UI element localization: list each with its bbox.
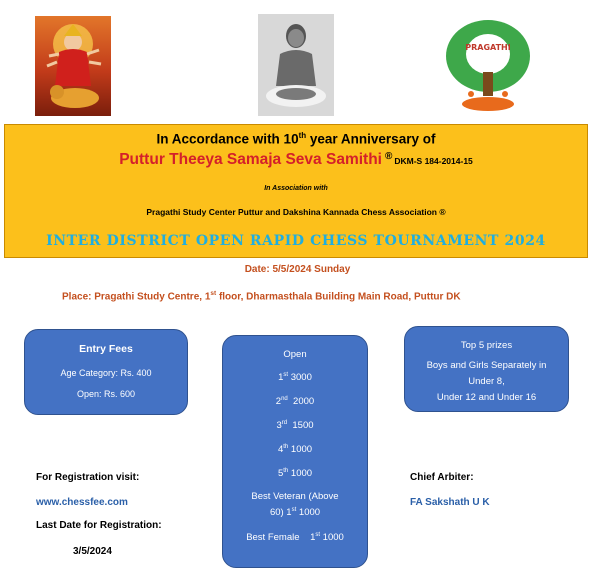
prize-4th: 4th 1000 xyxy=(277,444,313,456)
top5-under12-16: Under 12 and Under 16 xyxy=(436,392,537,403)
goddess-durga-image xyxy=(35,16,111,116)
association-line: In Association with xyxy=(264,185,328,192)
registration-link[interactable]: www.chessfee.com xyxy=(36,497,128,508)
open-prizes-title: Open xyxy=(283,349,307,360)
entry-fees-title: Entry Fees xyxy=(79,343,133,355)
event-venue: Place: Pragathi Study Centre, 1st floor, Dharmasthala Building Main Road, Puttur DK xyxy=(62,290,461,303)
pragathi-logo xyxy=(439,14,537,114)
registration-label: For Registration visit: xyxy=(36,472,140,483)
guru-portrait-image xyxy=(258,14,334,116)
top5-title: Top 5 prizes xyxy=(460,340,513,351)
prize-3rd: 3rd 1500 xyxy=(276,420,314,432)
top5-categories: Boys and Girls Separately in xyxy=(426,360,547,371)
organization-name: Puttur Theeya Samaja Seva Samithi xyxy=(119,151,382,168)
anniversary-line: In Accordance with 10th year Anniversary of xyxy=(156,131,436,147)
chief-arbiter-name: FA Sakshath U K xyxy=(410,497,490,508)
top5-prizes-box xyxy=(404,326,569,412)
best-veteran-prize: 60) 1st 1000 xyxy=(269,507,321,519)
best-female-prize: Best Female 1st 1000 xyxy=(246,532,344,544)
age-category-fee: Age Category: Rs. 400 xyxy=(60,368,152,378)
prize-2nd: 2nd 2000 xyxy=(275,396,315,408)
event-date: Date: 5/5/2024 Sunday xyxy=(244,264,351,275)
header-banner xyxy=(4,124,588,258)
prize-1st: 1st 3000 xyxy=(278,372,312,384)
registration-number: DKM-S 184-2014-15 xyxy=(394,156,473,166)
chief-arbiter-label: Chief Arbiter: xyxy=(410,472,474,483)
open-prizes-box xyxy=(222,335,368,568)
entry-fees-box xyxy=(24,329,188,415)
tournament-title: INTER DISTRICT OPEN RAPID CHESS TOURNAMENT 2024 xyxy=(46,233,546,249)
svg-text:PRAGATHI: PRAGATHI xyxy=(465,43,511,52)
top5-under8: Under 8, xyxy=(468,376,505,387)
best-veteran-label: Best Veteran (Above xyxy=(251,491,339,502)
prize-5th: 5th 1000 xyxy=(277,468,313,480)
open-fee: Open: Rs. 600 xyxy=(76,389,136,399)
last-date-label: Last Date for Registration: xyxy=(36,520,162,531)
organization-line xyxy=(5,151,587,169)
partners-line: Pragathi Study Center Puttur and Dakshina Kannada Chess Association ® xyxy=(146,207,446,217)
last-date-value: 3/5/2024 xyxy=(73,546,112,557)
registered-mark: ® xyxy=(384,151,393,162)
